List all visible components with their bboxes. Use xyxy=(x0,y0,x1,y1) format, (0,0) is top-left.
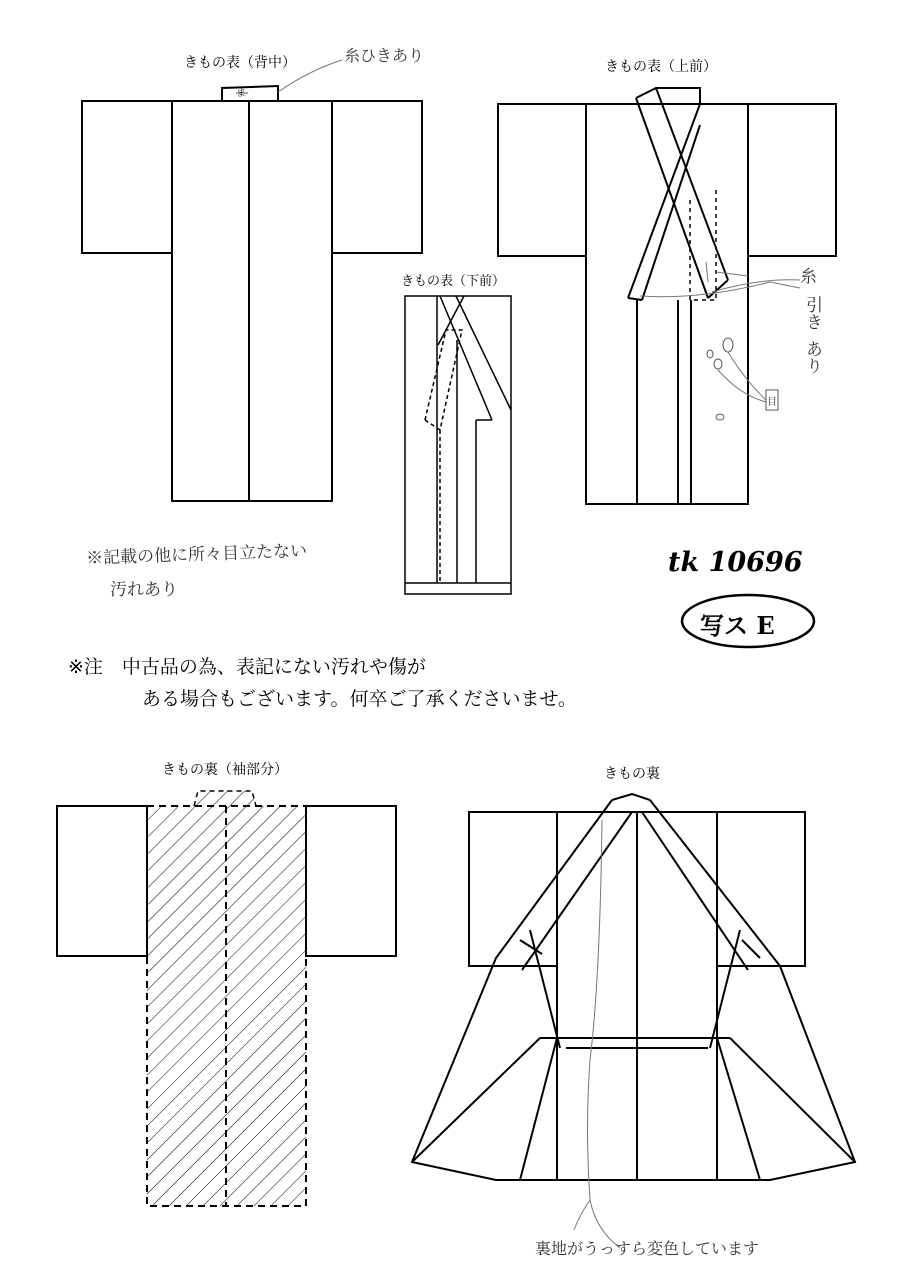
note-lining-discolor: 裏地がうっすら変色しています xyxy=(535,1239,760,1258)
kimono-lining-sleeve-drawing xyxy=(57,791,396,1206)
note-back-collar: 糸ひきあり xyxy=(344,46,425,65)
label-front-back: きもの表（背中） xyxy=(184,55,296,71)
kimono-front-back-drawing xyxy=(82,60,422,501)
note-general-line2: 汚れあり xyxy=(110,580,178,600)
notice-line2: ある場合もございます。何卒ご了承くださいませ。 xyxy=(142,688,577,710)
kimono-lining-drawing xyxy=(412,794,855,1248)
note-upper-col1: 糸 xyxy=(800,267,817,287)
kimono-front-upper-drawing xyxy=(498,88,836,504)
label-front-upper: きもの表（上前） xyxy=(605,59,717,75)
label-front-lower: きもの表（下前） xyxy=(401,274,506,289)
note-collar-mark: ま xyxy=(236,88,246,99)
note-upper-small: 目 xyxy=(767,397,777,408)
stamp-text: 写ス E xyxy=(700,611,775,640)
note-upper-col3: あり xyxy=(802,340,822,374)
label-lining-sleeve: きもの裏（袖部分） xyxy=(162,762,288,778)
kimono-front-lower-drawing xyxy=(405,296,511,594)
item-code: tk 10696 xyxy=(668,547,803,578)
notice-line1: ※注 中古品の為、表記にない汚れや傷が xyxy=(68,656,426,678)
note-general-line1: ※記載の他に所々目立たない xyxy=(85,541,308,569)
label-lining: きもの裏 xyxy=(604,766,660,782)
note-upper-col2: 引き xyxy=(802,296,822,330)
